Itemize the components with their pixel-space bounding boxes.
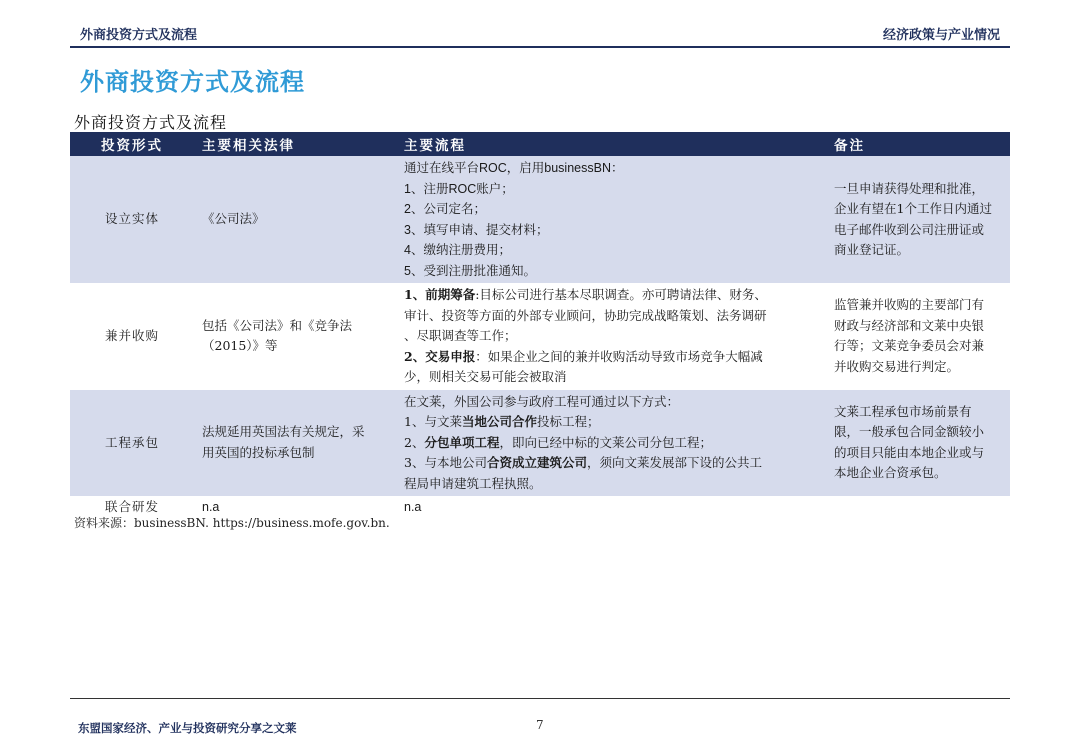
step-label: 2、交易申报 (404, 348, 476, 364)
process-line: 审计、投资等方面的外部专业顾问，协助完成战略策划、法务调研 (404, 307, 767, 323)
law-line: 法规延用英国法有关规定，采 (202, 424, 365, 440)
cell-remark (826, 390, 1010, 497)
cell-law (194, 390, 396, 497)
cell-remark (826, 496, 1010, 518)
step-text: :目标公司进行基本尽职调查。亦可聘请法律、财务、 (475, 287, 767, 302)
table-row (70, 390, 1010, 497)
process-line: 在文莱，外国公司参与政府工程可通过以下方式： (404, 393, 680, 409)
step-text: ，即向已经中标的文莱公司分包工程； (499, 434, 712, 450)
process-line: 程局申请建筑工程执照。 (404, 475, 542, 491)
col-header-form: 投资形式 (70, 132, 194, 156)
cell-form: 兼并收购 (70, 283, 194, 390)
process-line (404, 433, 818, 454)
process-line (404, 347, 818, 368)
header-chapter-title: 经济政策与产业情况 (882, 28, 1000, 43)
step-text: 投标工程； (536, 414, 600, 429)
remark-line: 企业有望在1个工作日内通过 (834, 201, 992, 216)
process-line (404, 285, 818, 306)
cell-law: n.a (194, 496, 396, 518)
page-title: 外商投资方式及流程 (80, 67, 305, 96)
cell-form: 工程承包 (70, 390, 194, 497)
remark-line: 文莱工程承包市场前景有 (834, 403, 972, 419)
page-number: 7 (536, 718, 544, 732)
top-header (70, 18, 1010, 48)
process-line: 4、缴纳注册费用； (404, 243, 511, 257)
investment-table (70, 132, 1010, 518)
law-line: 包括《公司法》和《竞争法 (202, 317, 353, 333)
header-rule (70, 46, 1010, 48)
cell-process (396, 390, 826, 497)
col-header-law: 主要相关法律 (194, 132, 396, 156)
remark-line: 商业登记证。 (834, 242, 910, 257)
step-text: 1、与文莱 (404, 414, 462, 429)
process-line (404, 453, 818, 474)
source-note: 资料来源：businessBN. https://business.mofe.gov.bn. (74, 516, 390, 530)
law-line: 用英国的投标承包制 (202, 444, 315, 460)
table-title: 外商投资方式及流程 (74, 113, 228, 132)
cell-process (396, 283, 826, 390)
cell-process (396, 156, 826, 283)
process-line (404, 412, 818, 433)
remark-line: 本地企业合资承包。 (834, 465, 947, 481)
step-emphasis: 当地公司合作 (461, 414, 537, 429)
process-line: 、尽职调查等工作； (404, 328, 517, 343)
process-line: 1、注册ROC账户； (404, 181, 514, 196)
footer-report-title: 东盟国家经济、产业与投资研究分享之文莱 (78, 721, 297, 735)
table-row (70, 156, 1010, 283)
cell-remark (826, 156, 1010, 283)
law-line: （2015）》等 (202, 338, 278, 354)
remark-line: 行等；文莱竞争委员会对兼 (834, 338, 985, 354)
remark-line: 的项目只能由本地企业或与 (834, 444, 985, 460)
step-emphasis: 分包单项工程 (424, 434, 500, 450)
remark-line: 电子邮件收到公司注册证或 (834, 221, 985, 237)
step-label: 1、前期筹备 (404, 287, 476, 302)
step-text: ，须向文莱发展部下设的公共工 (586, 455, 762, 470)
process-line: 2、公司定名； (404, 202, 486, 216)
step-emphasis: 合资成立建筑公司 (486, 455, 587, 470)
process-line: 少，则相关交易可能会被取消 (404, 369, 567, 384)
footer-rule (70, 698, 1010, 699)
process-line: 3、填写申请、提交材料； (404, 222, 549, 237)
col-header-process: 主要流程 (396, 132, 826, 156)
step-text: 3、与本地公司 (404, 455, 487, 470)
remark-line: 监管兼并收购的主要部门有 (834, 297, 985, 313)
cell-law: 《公司法》 (194, 156, 396, 283)
remark-line: 并收购交易进行判定。 (834, 358, 960, 374)
cell-remark (826, 283, 1010, 390)
header-section-title: 外商投资方式及流程 (80, 28, 198, 43)
remark-line: 一旦申请获得处理和批准， (834, 180, 985, 196)
remark-line: 财政与经济部和文莱中央银 (834, 317, 985, 333)
cell-form: 设立实体 (70, 156, 194, 283)
col-header-remark: 备注 (826, 132, 1010, 156)
cell-form: 联合研发 (70, 496, 194, 518)
process-line: 5、受到注册批准通知。 (404, 263, 536, 278)
table-row (70, 283, 1010, 390)
step-text: 2、 (404, 434, 425, 450)
step-text: ：如果企业之间的兼并收购活动导致市场竞争大幅减 (475, 348, 763, 364)
remark-line: 限，一般承包合同金额较小 (834, 424, 985, 440)
process-line: 通过在线平台ROC，启用businessBN： (404, 161, 624, 175)
cell-process: n.a (396, 496, 826, 518)
table-header-row (70, 132, 1010, 156)
cell-law (194, 283, 396, 390)
